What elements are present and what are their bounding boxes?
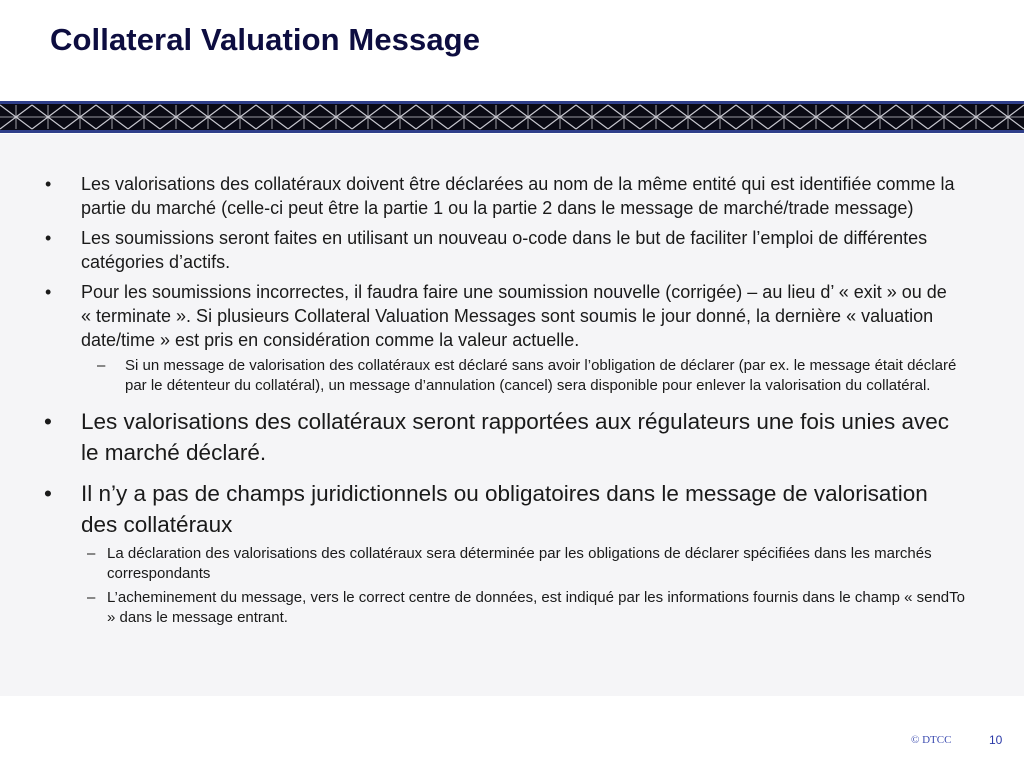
sub-bullet-text: Si un message de valorisation des collatéraux est déclaré sans avoir l’obligation de déclarer (par ex. le message était déclaré par le détenteur du collatéral), un message d’annulation (cancel) sera disponible pour enlever la valorisation du collatéral. (125, 357, 957, 394)
sub-bullet-marker: – (87, 589, 96, 606)
slide-title: Collateral Valuation Message (50, 22, 481, 57)
bullet-item (0, 478, 961, 540)
sub-bullet-item (0, 544, 977, 584)
sub-bullet-marker: – (87, 545, 96, 562)
sub-bullet-text: L’acheminement du message, vers le correct centre de données, est indiqué par les informations fournis dans le champ « sendTo » dans le message entrant. (107, 589, 965, 626)
bullet-item (0, 172, 961, 220)
bullet-item (0, 280, 961, 352)
bullet-text: Les valorisations des collatéraux doivent être déclarées au nom de la même entité qui est identifiée comme la partie du marché (celle-ci peut être la partie 1 ou la partie 2 dans le message de marché/trade message) (81, 174, 955, 218)
bullet-marker: • (45, 174, 52, 194)
slide-content-area (0, 134, 1024, 696)
sub-bullet-item (0, 588, 977, 628)
copyright-text: © DTCC (911, 734, 952, 746)
bullet-text: Pour les soumissions incorrectes, il faudra faire une soumission nouvelle (corrigée) – au lieu d’ « exit » ou de « terminate ». Si plusieurs Collateral Valuation Messages sont soumis le jour donné, la dernière « valuation date/time » est pris en considération comme la valeur actuelle. (81, 282, 947, 350)
page-number: 10 (989, 733, 1003, 747)
bullet-text: Les soumissions seront faites en utilisant un nouveau o-code dans le but de faciliter l’emploi de différentes catégories d’actifs. (81, 228, 928, 272)
bullet-item (0, 226, 961, 274)
sub-bullet-text: La déclaration des valorisations des collatéraux sera déterminée par les obligations de déclarer spécifiées dans les marchés correspondants (107, 545, 932, 582)
bullet-item (0, 406, 961, 468)
bullet-text: Il n’y a pas de champs juridictionnels ou obligatoires dans le message de valorisation des collatéraux (81, 481, 928, 537)
bullet-list (0, 172, 980, 632)
bullet-marker: • (45, 282, 52, 302)
bullet-marker: • (44, 481, 52, 506)
bullet-marker: • (44, 409, 52, 434)
decorative-lattice-band (0, 101, 1024, 133)
bullet-marker: • (45, 228, 52, 248)
sub-bullet-item (0, 356, 980, 396)
sub-bullet-marker: – (97, 357, 106, 374)
bullet-text: Les valorisations des collatéraux seront rapportées aux régulateurs une fois unies avec le marché déclaré. (81, 409, 949, 465)
